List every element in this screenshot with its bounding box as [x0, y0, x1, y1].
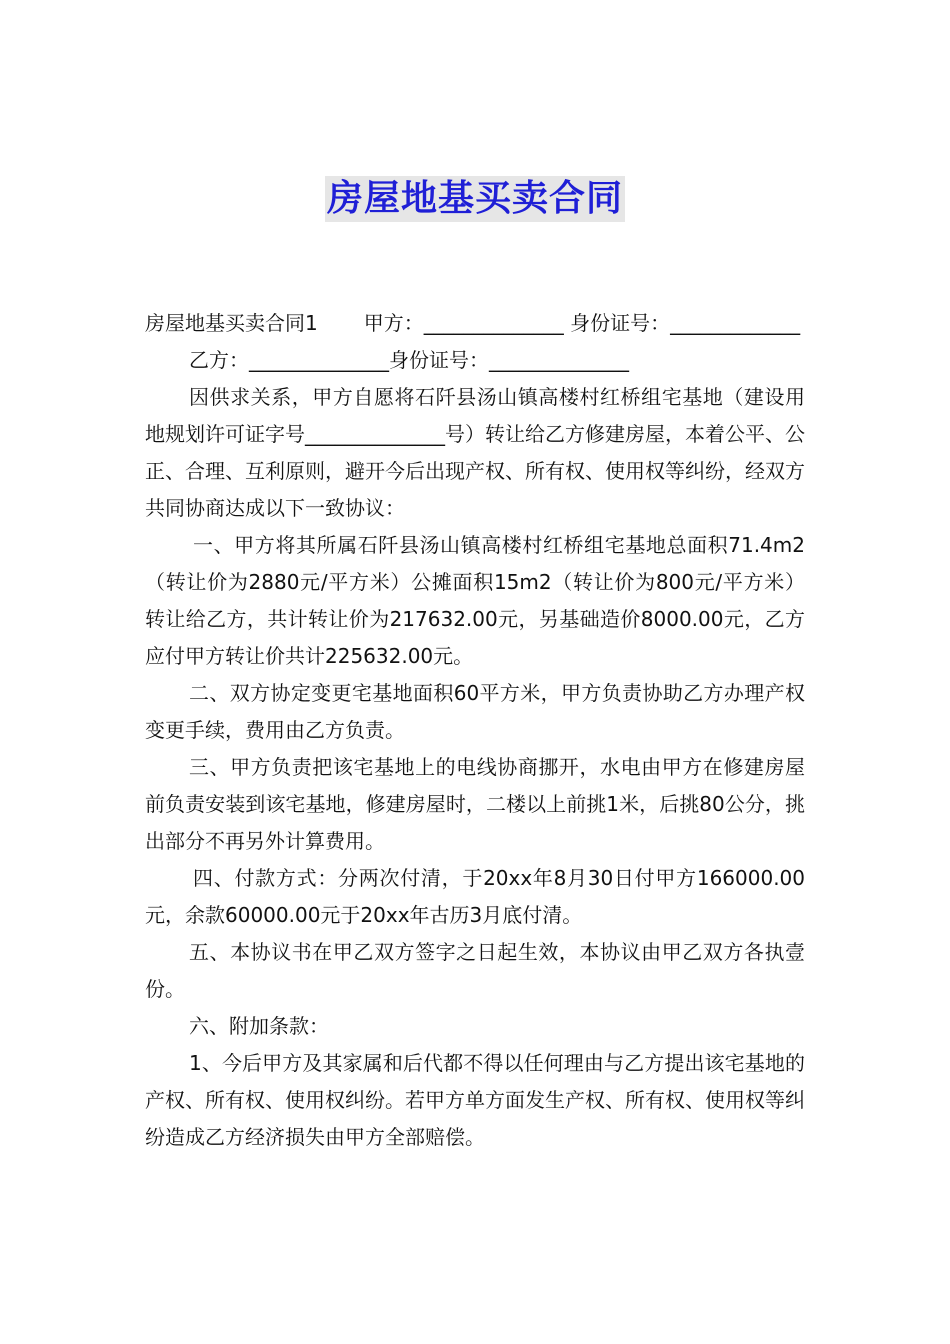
title-container: [0, 176, 950, 222]
party-a-line: 甲方：______________ 身份证号：_____________: [363, 311, 801, 335]
paragraph-heading-party-a: [145, 305, 805, 342]
paragraph-clause-5: 五、本协议书在甲乙双方签字之日起生效，本协议由甲乙双方各执壹份。: [145, 940, 805, 1001]
paragraph-clause-3: 三、甲方负责把该宅基地上的电线协商挪开，水电由甲方在修建房屋前负责安装到该宅基地，修建房屋时，二楼以上前挑1米，后挑80公分，挑出部分不再另外计算费用。: [145, 755, 805, 853]
paragraph-clause-6-1: 1、今后甲方及其家属和后代都不得以任何理由与乙方提出该宅基地的产权、所有权、使用权纠纷。若甲方单方面发生产权、所有权、使用权等纠纷造成乙方经济损失由甲方全部赔偿。: [145, 1051, 805, 1149]
paragraph-clause-6: 六、附加条款：: [189, 1014, 329, 1038]
paragraph-party-b: 乙方：______________身份证号：______________: [189, 348, 629, 372]
paragraph-preamble: 因供求关系，甲方自愿将石阡县汤山镇高楼村红桥组宅基地（建设用地规划许可证字号______________号）转让给乙方修建房屋，本着公平、公正、合理、互利原则，避开今后出现产权、所有权、使用权等纠纷，经双方共同协商达成以下一致协议：: [145, 385, 805, 520]
document-body: [145, 305, 805, 1156]
paragraph-clause-2: 二、双方协定变更宅基地面积60平方米，甲方负责协助乙方办理产权变更手续，费用由乙方负责。: [145, 681, 805, 742]
document-title: 房屋地基买卖合同: [325, 176, 625, 222]
paragraph-clause-1: 一、甲方将其所属石阡县汤山镇高楼村红桥组宅基地总面积71.4m2（转让价为2880元/平方米）公摊面积15m2（转让价为800元/平方米）转让给乙方，共计转让价为217632.00元，另基础造价8000.00元，乙方应付甲方转让价共计225632.00元。: [145, 533, 805, 668]
paragraph-clause-4: 四、付款方式：分两次付清，于20xx年8月30日付甲方166000.00元，余款60000.00元于20xx年古历3月底付清。: [145, 866, 805, 927]
contract-subtitle: 房屋地基买卖合同1: [145, 311, 318, 335]
